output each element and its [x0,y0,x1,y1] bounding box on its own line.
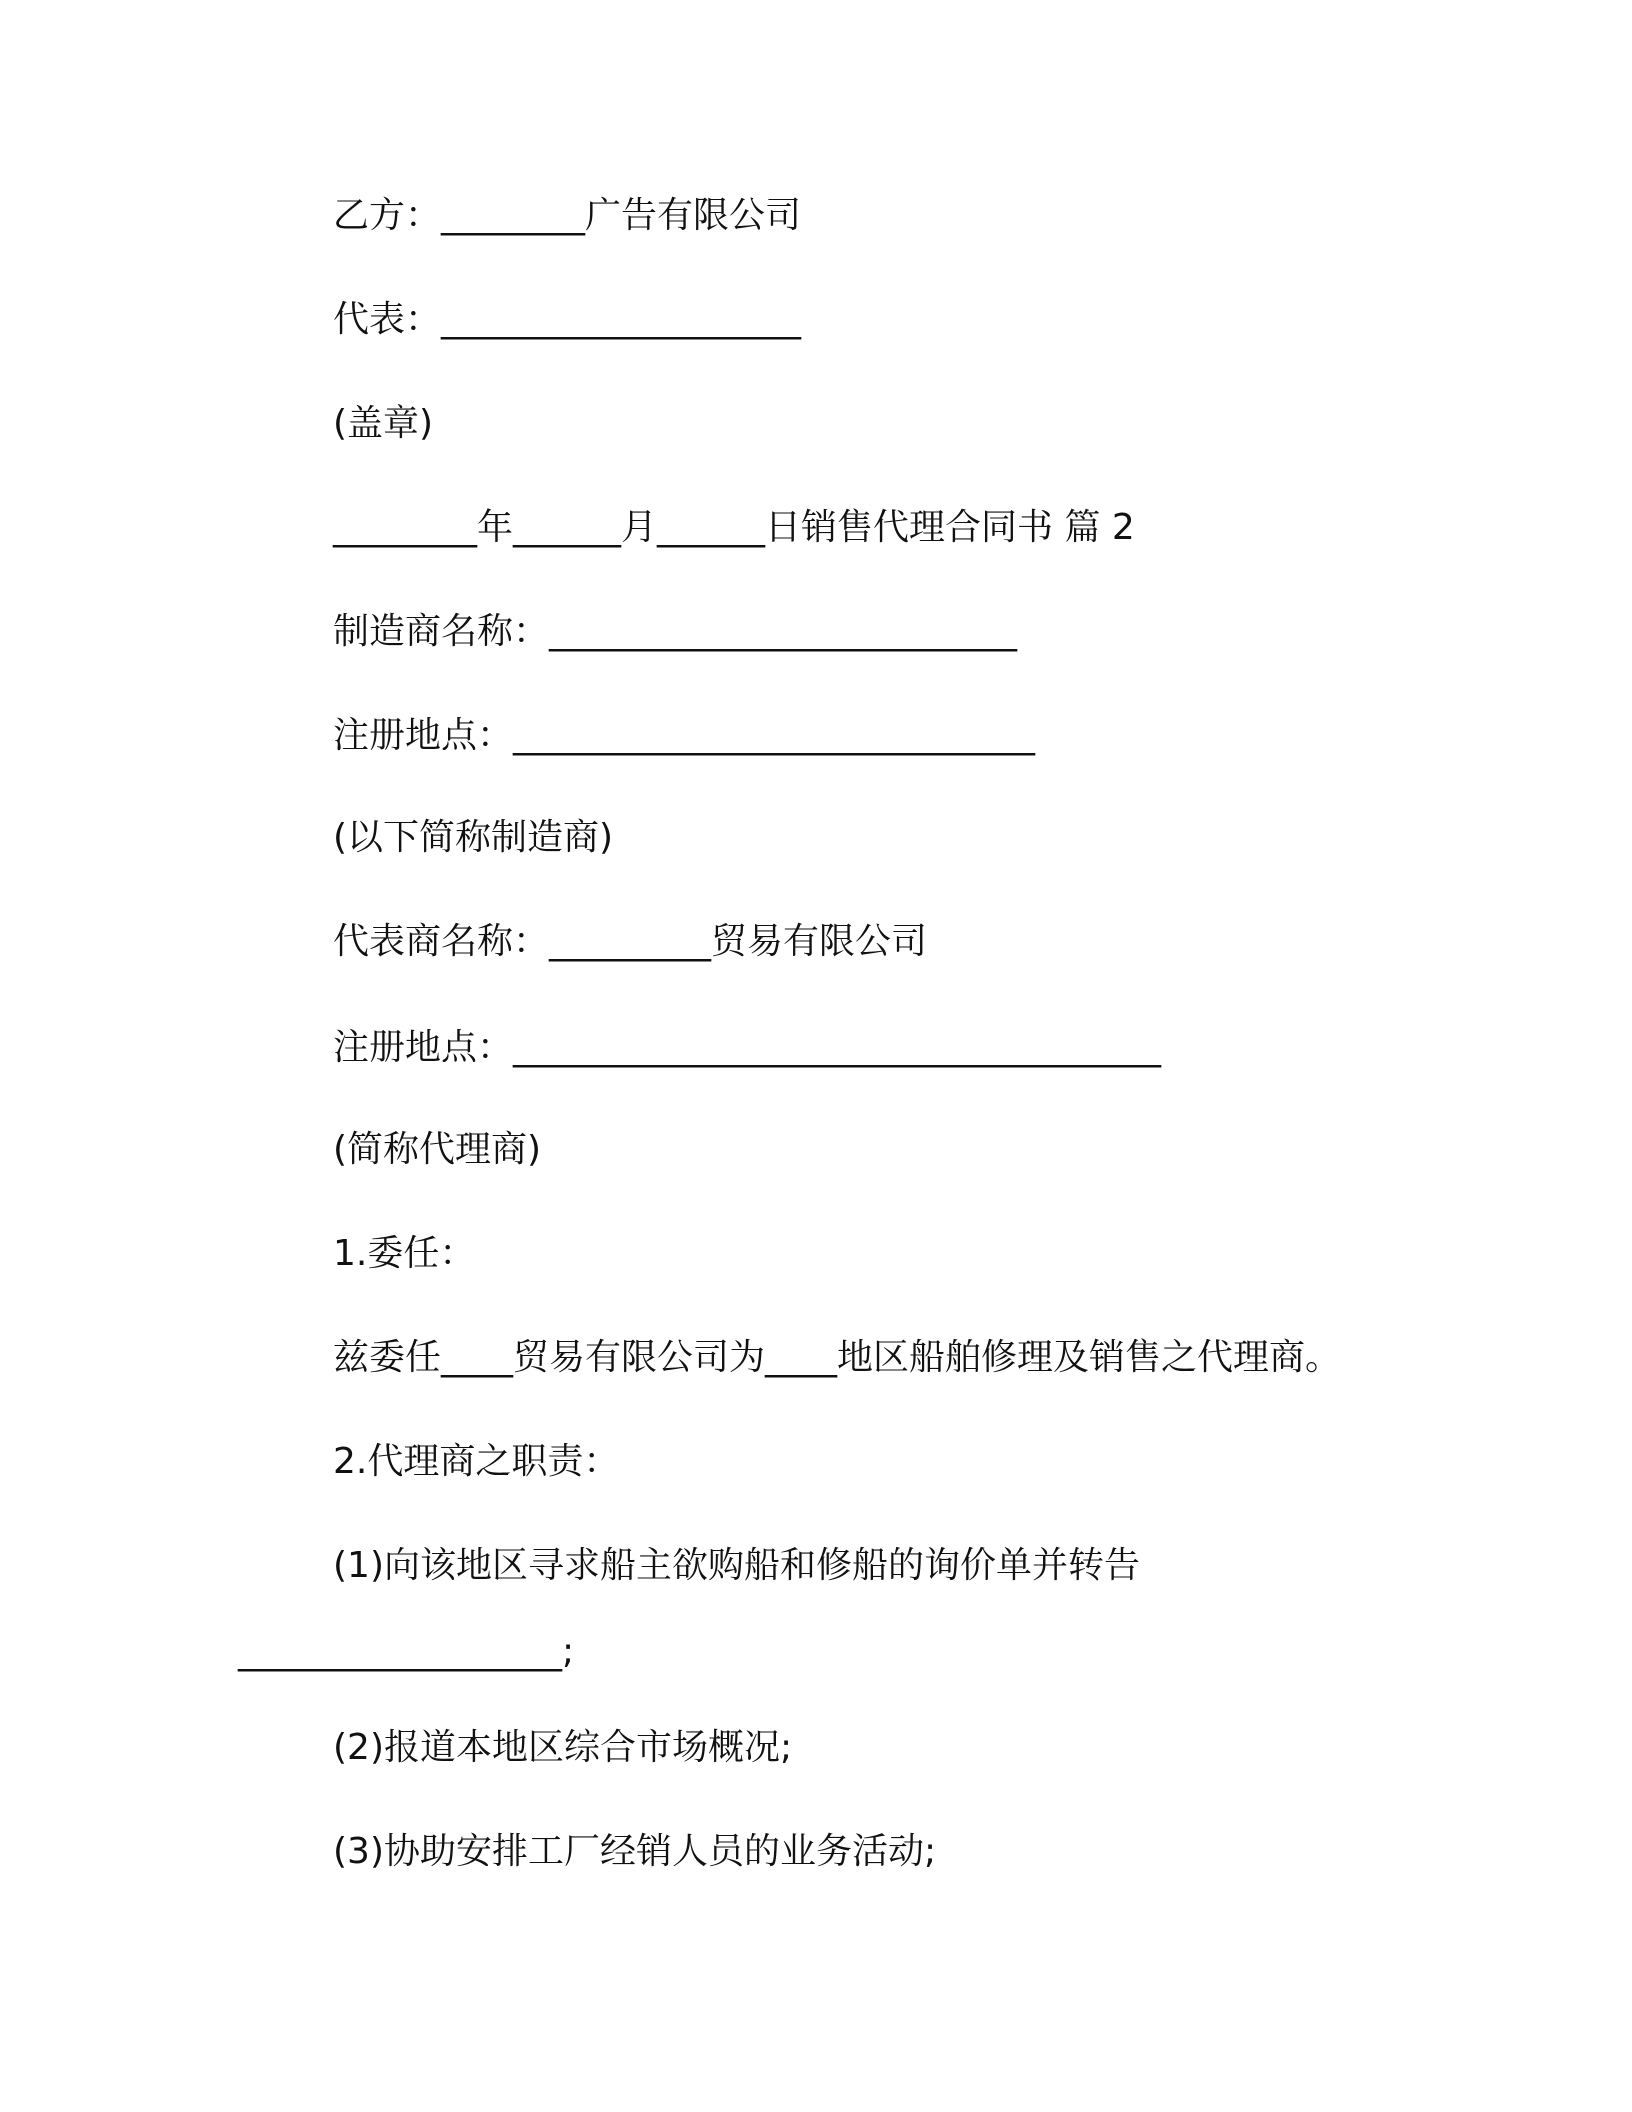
manufacturer-name-line: 制造商名称：__________________________ [333,611,1018,652]
seal-line: (盖章) [333,403,434,444]
section-appointment-heading: 1.委任： [333,1233,476,1274]
appointment-clause: 兹委任____贸易有限公司为____地区船舶修理及销售之代理商。 [333,1337,1342,1378]
party-b-line: 乙方：________广告有限公司 [333,195,802,236]
duty-item-3: (3)协助安排工厂经销人员的业务活动; [333,1831,937,1872]
duty-item-1: (1)向该地区寻求船主欲购船和修船的询价单并转告 [333,1545,1140,1586]
agent-abbrev-line: (简称代理商) [333,1129,542,1170]
manufacturer-address-line: 注册地点：_____________________________ [333,715,1036,756]
duty-item-1-continuation: __________________; [238,1631,575,1672]
agent-name-line: 代表商名称：_________贸易有限公司 [333,921,928,962]
section-duties-heading: 2.代理商之职责： [333,1441,620,1482]
duty-item-2: (2)报道本地区综合市场概况; [333,1727,793,1768]
agent-address-line: 注册地点：____________________________________ [333,1027,1162,1068]
manufacturer-abbrev-line: (以下简称制造商) [333,817,614,858]
representative-line: 代表：____________________ [333,299,802,340]
date-title-line: ________年______月______日销售代理合同书 篇 2 [333,507,1135,548]
